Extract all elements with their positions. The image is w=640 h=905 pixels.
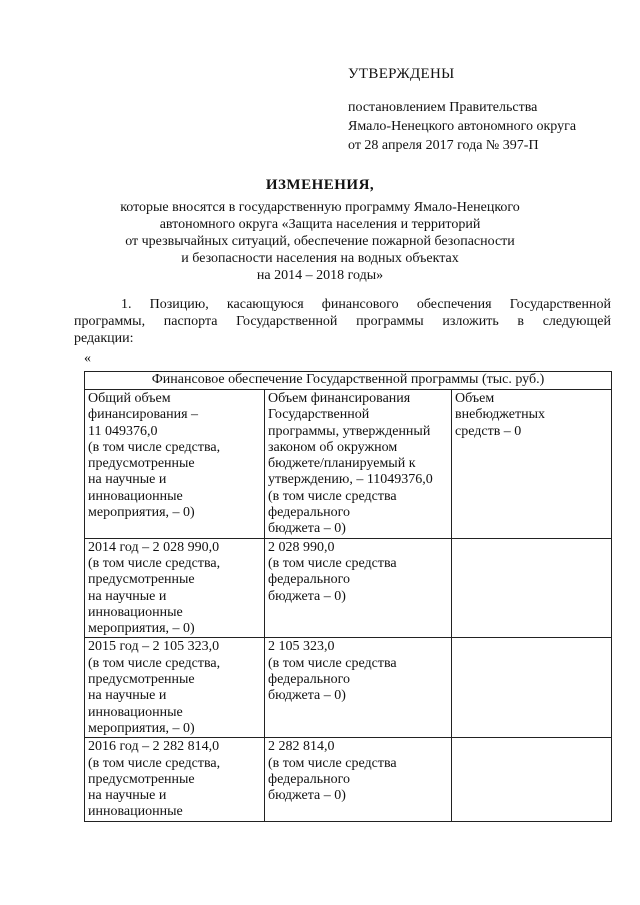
cell-text-line: 2 282 814,0: [268, 739, 335, 755]
table-row: [85, 638, 612, 738]
cell-text-line: бюджета – 0): [268, 588, 346, 604]
table-cell-c3: [452, 390, 612, 539]
table-row: [85, 538, 612, 638]
table-cell-c2: [265, 738, 452, 821]
cell-text-line: средств – 0: [455, 423, 522, 439]
cell-text-line: на научные и: [88, 688, 167, 704]
cell-text-line: (в том числе средства,: [88, 555, 221, 571]
decree-line: Ямало-Ненецкого автономного округа: [348, 119, 577, 134]
cell-text-line: утверждению, – 11049376,0: [268, 472, 433, 488]
subtitle-line: от чрезвычайных ситуаций, обеспечение пожарной безопасности: [125, 234, 515, 249]
paragraph-line: 1. Позицию, касающуюся финансового обеспечения Государственной: [121, 297, 611, 312]
cell-text-line: Объем финансирования: [268, 391, 411, 406]
body-paragraph: [74, 296, 611, 347]
table-cell-c2: [265, 538, 452, 638]
table-cell-c1: [85, 538, 265, 638]
cell-text-line: на научные и: [88, 788, 167, 804]
document-title: ИЗМЕНЕНИЯ,: [265, 177, 375, 193]
cell-text-line: предусмотренные: [88, 572, 195, 588]
subtitle-line: и безопасности населения на водных объектах: [181, 251, 459, 266]
cell-text-line: мероприятия, – 0): [88, 720, 195, 736]
cell-text-line: 2 105 323,0: [268, 639, 335, 655]
table-cell-c1: [85, 738, 265, 821]
cell-text-line: бюджете/планируемый к: [268, 456, 416, 472]
cell-text-line: федерального: [268, 771, 351, 787]
cell-text-line: (в том числе средства,: [88, 439, 221, 455]
cell-text-line: инновационные: [88, 604, 183, 620]
cell-text-line: предусмотренные: [88, 771, 195, 787]
cell-text-line: инновационные: [88, 488, 183, 504]
cell-text-line: 2014 год – 2 028 990,0: [88, 539, 220, 555]
table-cell-c3: [452, 638, 612, 738]
cell-text-line: федерального: [268, 672, 351, 688]
cell-text-line: (в том числе средства,: [88, 755, 221, 771]
paragraph-line: редакции:: [74, 331, 134, 346]
cell-text-line: федерального: [268, 572, 351, 588]
cell-text-line: (в том числе средства: [268, 655, 397, 671]
paragraph-line: программы, паспорта Государственной программы изложить в следующей: [74, 314, 611, 329]
cell-text-line: бюджета – 0): [268, 521, 346, 537]
cell-text-line: мероприятия, – 0): [88, 505, 195, 521]
cell-text-line: внебюджетных: [455, 407, 546, 423]
table-header-row: [85, 372, 612, 390]
cell-text-line: Государственной: [268, 407, 370, 423]
cell-text-line: 2015 год – 2 105 323,0: [88, 639, 220, 655]
cell-text-line: (в том числе средства,: [88, 655, 221, 671]
cell-text-line: Общий объем: [88, 391, 171, 406]
cell-text-line: (в том числе средства: [268, 488, 397, 504]
cell-text-line: инновационные: [88, 804, 183, 820]
cell-text-line: федерального: [268, 505, 351, 521]
open-quote-mark: «: [84, 351, 91, 366]
table-cell-c2: [265, 638, 452, 738]
decree-reference: [348, 98, 576, 155]
cell-text-line: (в том числе средства: [268, 755, 397, 771]
cell-text-line: предусмотренные: [88, 672, 195, 688]
cell-text-line: 11 049376,0: [88, 423, 158, 439]
cell-text-line: предусмотренные: [88, 456, 195, 472]
subtitle-line: на 2014 – 2018 годы»: [256, 268, 384, 283]
decree-line: постановлением Правительства: [348, 100, 538, 115]
cell-text-line: финансирования –: [88, 407, 199, 423]
cell-text-line: бюджета – 0): [268, 788, 346, 804]
cell-text-line: на научные и: [88, 472, 167, 488]
subtitle-line: которые вносятся в государственную программу Ямало-Ненецкого: [120, 200, 520, 215]
cell-text-line: 2016 год – 2 282 814,0: [88, 739, 220, 755]
table-cell-c1: [85, 390, 265, 539]
cell-text-line: 2 028 990,0: [268, 539, 335, 555]
table-cell-c3: [452, 538, 612, 638]
cell-text-line: на научные и: [88, 588, 167, 604]
table-cell-c2: [265, 390, 452, 539]
document-subtitle: [90, 199, 550, 284]
cell-text-line: Объем: [455, 391, 495, 406]
cell-text-line: мероприятия, – 0): [88, 621, 195, 637]
cell-text-line: (в том числе средства: [268, 555, 397, 571]
subtitle-line: автономного округа «Защита населения и территорий: [159, 217, 481, 232]
approved-heading: УТВЕРЖДЕНЫ: [348, 66, 455, 82]
decree-line: от 28 апреля 2017 года № 397-П: [348, 138, 539, 153]
cell-text-line: бюджета – 0): [268, 688, 346, 704]
table-header: Финансовое обеспечение Государственной программы (тыс. руб.): [85, 372, 612, 390]
table-cell-c1: [85, 638, 265, 738]
table-row: [85, 390, 612, 539]
table-cell-c3: [452, 738, 612, 821]
cell-text-line: законом об окружном: [268, 439, 398, 455]
cell-text-line: инновационные: [88, 704, 183, 720]
financing-table: [84, 371, 612, 822]
table-row: [85, 738, 612, 821]
cell-text-line: программы, утвержденный: [268, 423, 431, 439]
